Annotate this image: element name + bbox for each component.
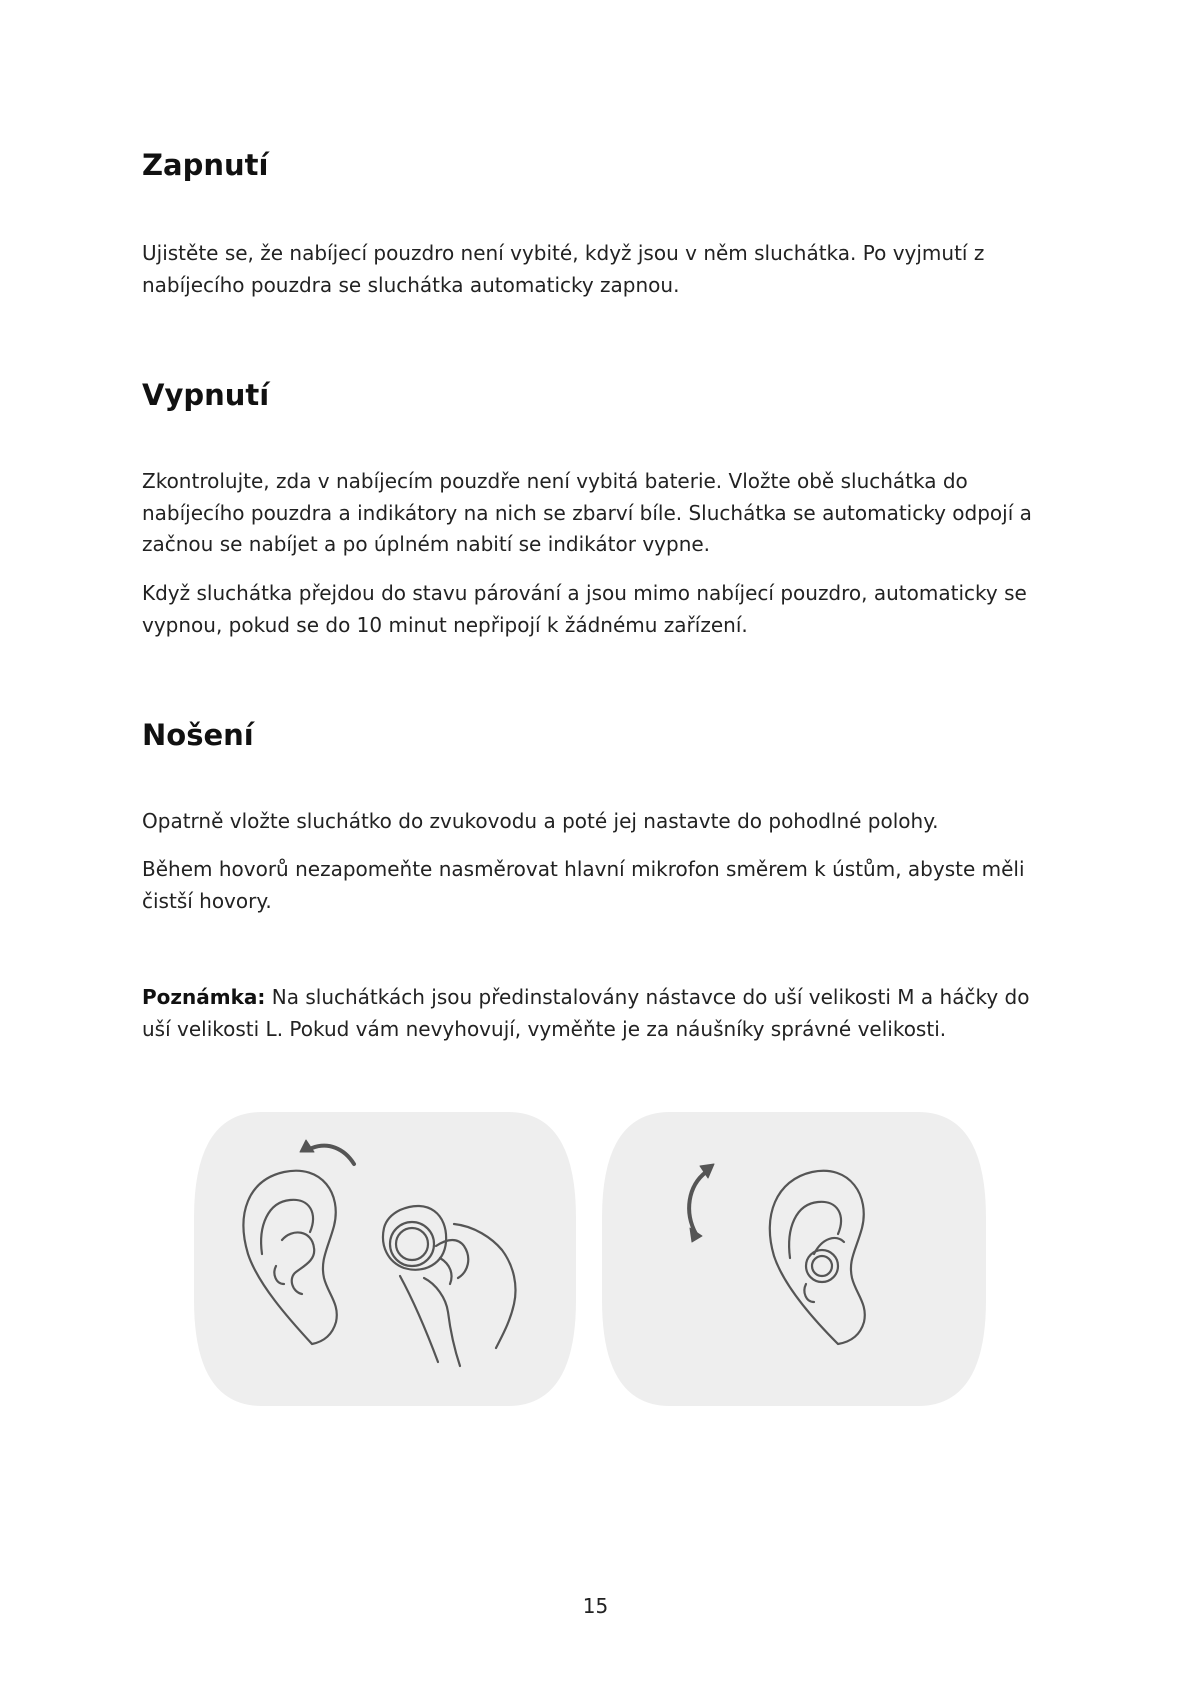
earbud-worn-drawing: [600, 1108, 988, 1410]
page-number: 15: [582, 1594, 609, 1618]
note-paragraph: [142, 982, 1062, 1045]
insert-earbud-drawing: [192, 1108, 578, 1410]
heading-noseni: Nošení: [142, 718, 254, 752]
paragraph-vypnuti-2: Když sluchátka přejdou do stavu párování a jsou mimo nabíjecí pouzdro, automaticky se vypnou, pokud se do 10 minut nepřipojí k žádnému zařízení.: [142, 581, 1027, 637]
figure-background: [194, 1112, 576, 1406]
paragraph-noseni-2: Během hovorů nezapomeňte nasměrovat hlavní mikrofon směrem k ústům, abyste měli čistší hovory.: [142, 857, 1025, 913]
heading-vypnuti: Vypnutí: [142, 378, 270, 412]
illustration-earbud-worn: [600, 1108, 988, 1410]
paragraph-vypnuti-1: Zkontrolujte, zda v nabíjecím pouzdře není vybitá baterie. Vložte obě sluchátka do nabíjecího pouzdra a indikátory na nich se zbarví bíle. Sluchátka se automaticky odpojí a začnou se nabíjet a po úplném nabití se indikátor vypne.: [142, 469, 1032, 556]
paragraph-zapnuti: Ujistěte se, že nabíjecí pouzdro není vybité, když jsou v něm sluchátka. Po vyjmutí z nabíjecího pouzdra se sluchátka automaticky zapnou.: [142, 241, 985, 297]
heading-zapnuti: Zapnutí: [142, 148, 269, 182]
illustration-insert-earbud: [192, 1108, 578, 1410]
note-label: Poznámka:: [142, 985, 266, 1009]
paragraph-noseni-1: Opatrně vložte sluchátko do zvukovodu a poté jej nastavte do pohodlné polohy.: [142, 809, 939, 833]
note-text: Na sluchátkách jsou předinstalovány nástavce do uší velikosti M a háčky do uší velikosti L. Pokud vám nevyhovují, vyměňte je za náušníky správné velikosti.: [142, 985, 1030, 1041]
figure-background: [602, 1112, 986, 1406]
